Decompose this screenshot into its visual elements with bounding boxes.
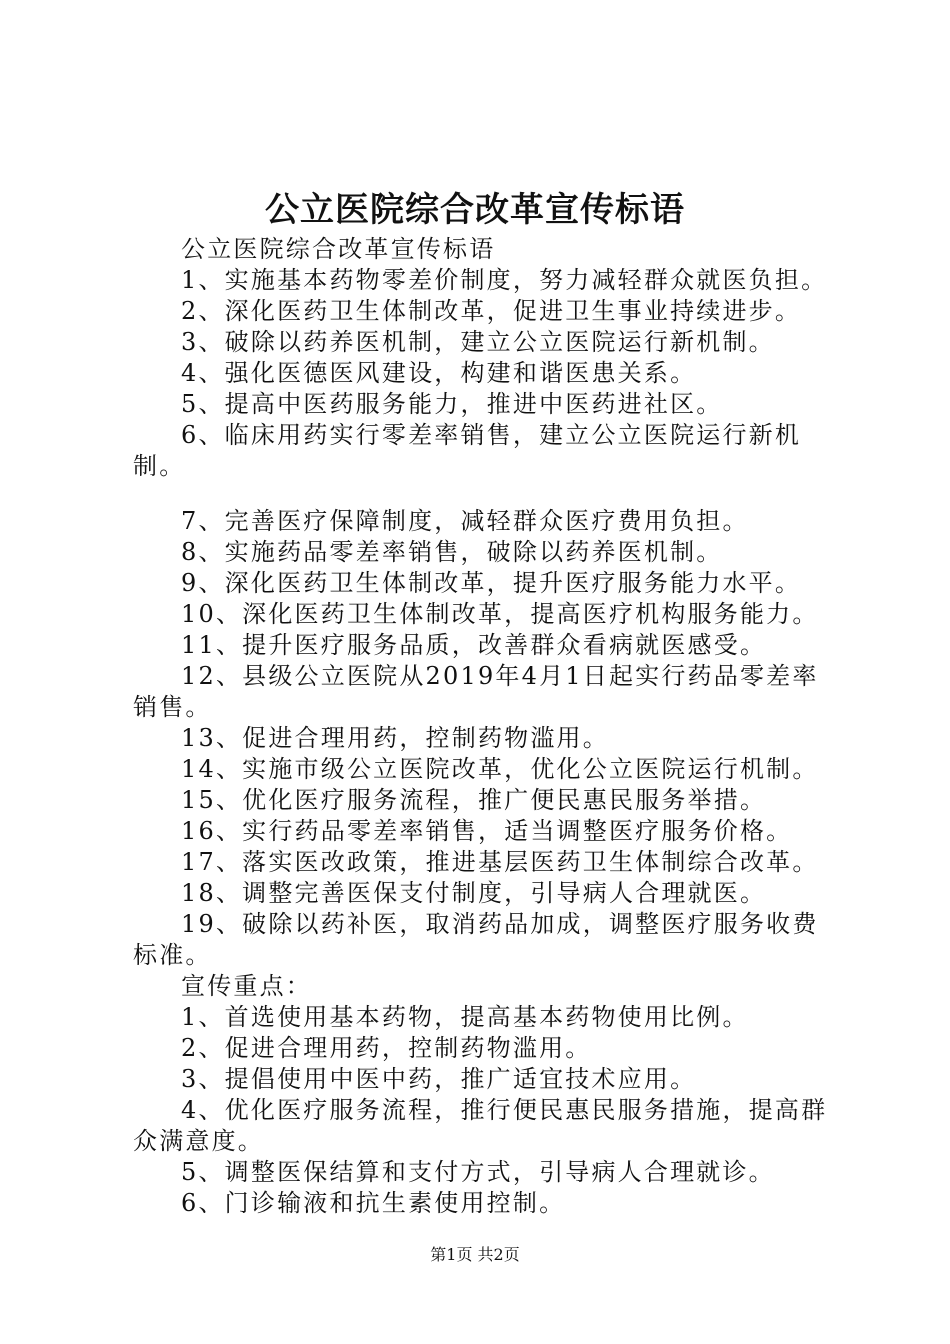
slogan-item: 6、临床用药实行零差率销售，建立公立医院运行新机制。	[133, 421, 802, 480]
page-footer: 第1页 共2页	[430, 1245, 520, 1264]
paragraph-gap	[133, 482, 833, 506]
slogan-item: 2、深化医药卫生体制改革，促进卫生事业持续进步。	[181, 297, 802, 325]
slogan-item: 7、完善医疗保障制度，减轻群众医疗费用负担。	[181, 507, 749, 535]
slogan-item: 9、深化医药卫生体制改革，提升医疗服务能力水平。	[181, 569, 802, 597]
slogan-item: 3、破除以药养医机制，建立公立医院运行新机制。	[181, 328, 775, 356]
focus-item: 3、提倡使用中医中药，推广适宜技术应用。	[181, 1065, 697, 1093]
focus-item: 1、首选使用基本药物，提高基本药物使用比例。	[181, 1003, 749, 1031]
focus-item: 5、调整医保结算和支付方式，引导病人合理就诊。	[181, 1158, 775, 1186]
slogan-item: 14、实施市级公立医院改革，优化公立医院运行机制。	[181, 755, 819, 783]
slogan-item: 8、实施药品零差率销售，破除以药养医机制。	[181, 538, 723, 566]
slogan-item: 13、促进合理用药，控制药物滥用。	[181, 724, 609, 752]
slogan-item: 15、优化医疗服务流程，推广便民惠民服务举措。	[181, 786, 767, 814]
focus-heading: 宣传重点：	[181, 972, 312, 1000]
slogan-item: 17、落实医改政策，推进基层医药卫生体制综合改革。	[181, 848, 819, 876]
focus-item: 4、优化医疗服务流程，推行便民惠民服务措施，提高群众满意度。	[133, 1096, 828, 1155]
document-body	[133, 234, 833, 1219]
slogan-item: 19、破除以药补医，取消药品加成，调整医疗服务收费标准。	[133, 910, 819, 969]
slogan-item: 11、提升医疗服务品质，改善群众看病就医感受。	[181, 631, 767, 659]
slogan-item: 5、提高中医药服务能力，推进中医药进社区。	[181, 390, 723, 418]
focus-item: 2、促进合理用药，控制药物滥用。	[181, 1034, 592, 1062]
document-title: 公立医院综合改革宣传标语	[265, 190, 685, 230]
slogan-item: 12、县级公立医院从2019年4月1日起实行药品零差率销售。	[133, 662, 819, 721]
focus-item: 6、门诊输液和抗生素使用控制。	[181, 1189, 566, 1217]
slogan-item: 16、实行药品零差率销售，适当调整医疗服务价格。	[181, 817, 793, 845]
subtitle: 公立医院综合改革宣传标语	[181, 235, 496, 263]
slogan-item: 1、实施基本药物零差价制度，努力减轻群众就医负担。	[181, 266, 828, 294]
slogan-item: 18、调整完善医保支付制度，引导病人合理就医。	[181, 879, 767, 907]
slogan-item: 10、深化医药卫生体制改革，提高医疗机构服务能力。	[181, 600, 819, 628]
slogan-item: 4、强化医德医风建设，构建和谐医患关系。	[181, 359, 697, 387]
